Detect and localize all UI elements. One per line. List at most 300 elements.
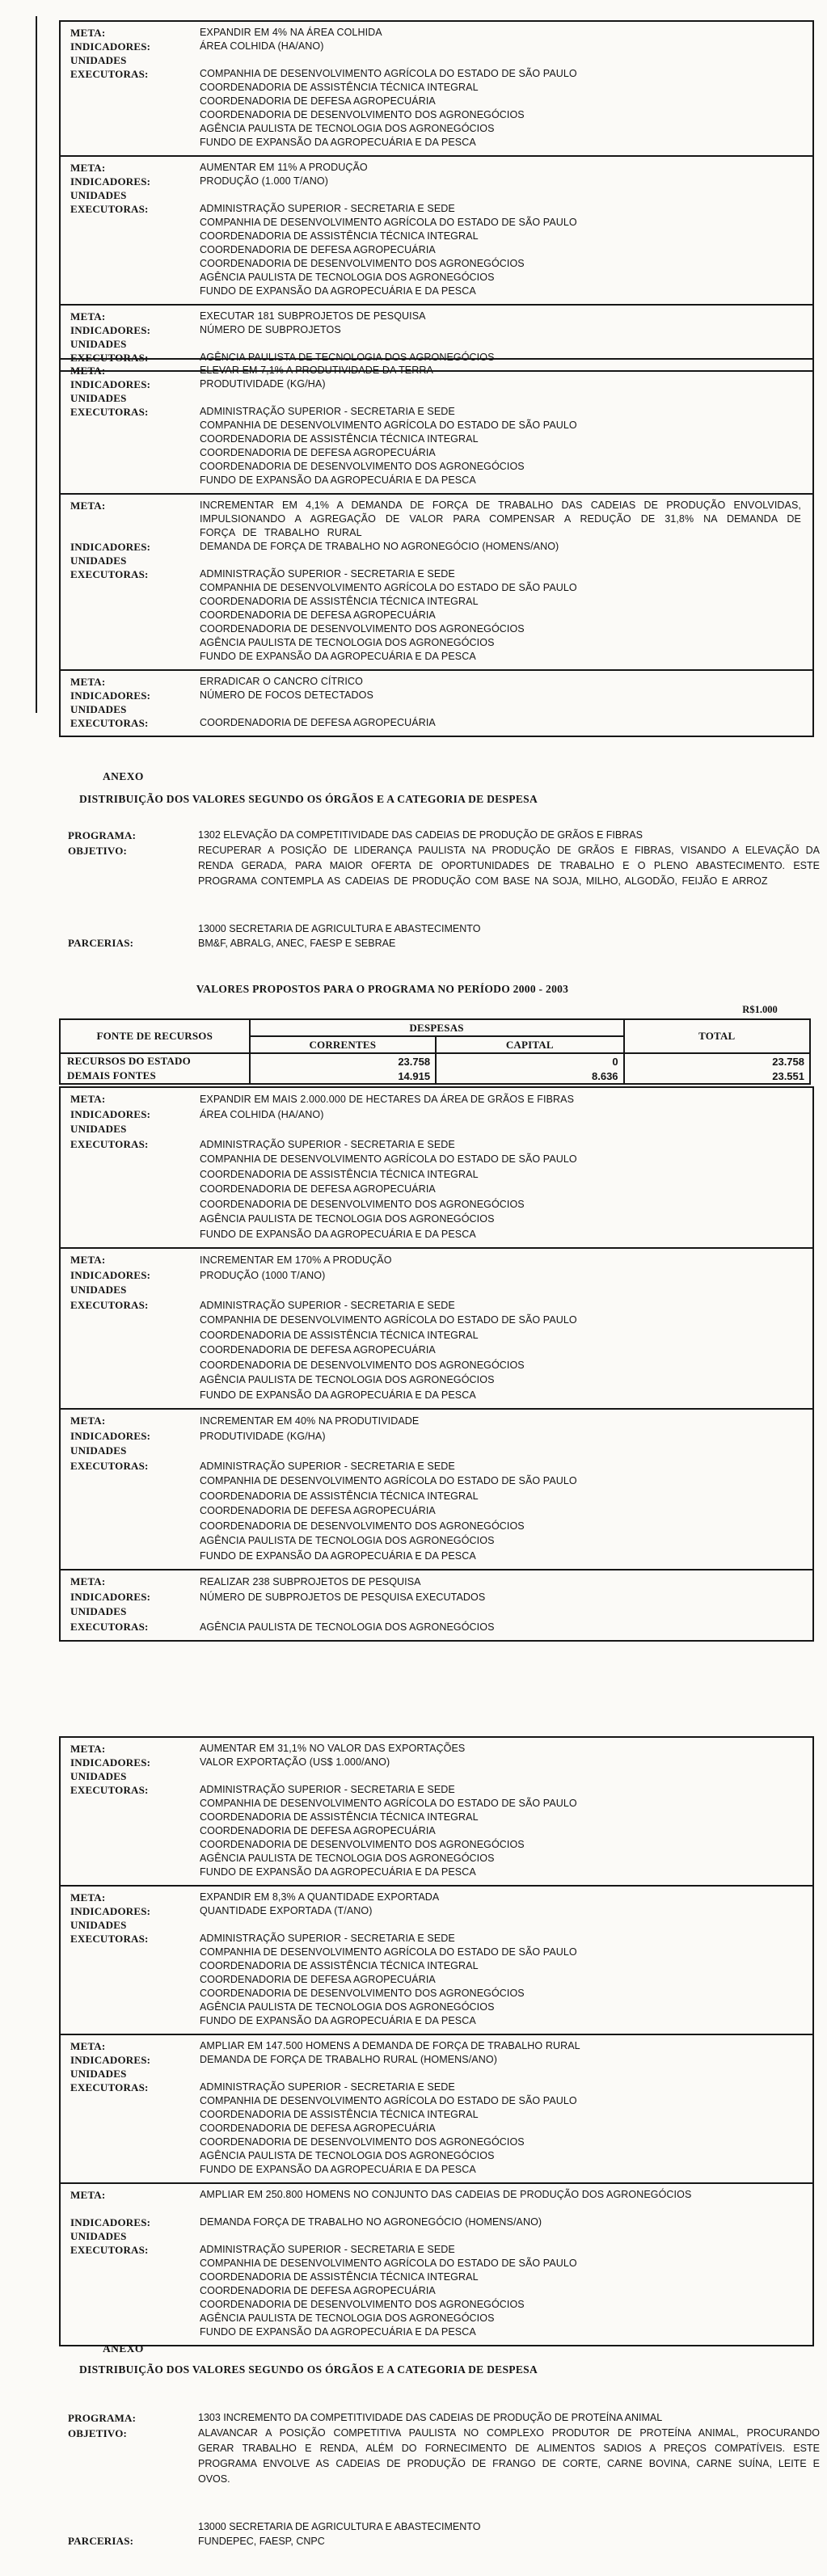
meta-table-1 (59, 20, 814, 372)
row-line (61, 650, 812, 664)
row-value: COORDENADORIA DE ASSISTÊNCIA TÉCNICA INTEGRAL (200, 1329, 479, 1341)
row-line (61, 175, 812, 188)
row-value: FUNDO DE EXPANSÃO DA AGROPECUÁRIA E DA PESCA (200, 1228, 476, 1240)
row-line (61, 2325, 812, 2339)
row-value: COMPANHIA DE DESENVOLVIMENTO AGRÍCOLA DO ESTADO DE SÃO PAULO (200, 217, 577, 228)
row-line (61, 636, 812, 650)
valores-unit: R$1.000 (742, 1004, 778, 1015)
row-value: EXPANDIR EM 4% NA ÁREA COLHIDA (200, 27, 382, 38)
row-line (61, 1137, 812, 1153)
row-line (61, 81, 812, 95)
row-line (61, 2149, 812, 2163)
parcerias-line-2: FUNDEPEC, FAESP, CNPC (198, 2536, 325, 2547)
row-label-demais-fontes: DEMAIS FONTES (60, 1069, 250, 1084)
row-line (61, 2135, 812, 2149)
row-line (61, 391, 812, 405)
row-value: COORDENADORIA DE DEFESA AGROPECUÁRIA (200, 244, 436, 255)
row-value: ÁREA COLHIDA (HA/ANO) (200, 1108, 324, 1120)
row-value: FUNDO DE EXPANSÃO DA AGROPECUÁRIA E DA PESCA (200, 2164, 476, 2175)
row-line (61, 1811, 812, 1824)
row-line (61, 1313, 812, 1328)
row-line (61, 122, 812, 136)
row-line (61, 40, 812, 53)
row-label: EXECUTORAS: (70, 717, 149, 729)
distribuicao-heading-1: DISTRIBUIÇÃO DOS VALORES SEGUNDO OS ÓRGÃOS E A CATEGORIA DE DESPESA (79, 793, 538, 805)
row-value: COORDENADORIA DE ASSISTÊNCIA TÉCNICA INTEGRAL (200, 2271, 479, 2283)
row-value: FUNDO DE EXPANSÃO DA AGROPECUÁRIA E DA PESCA (200, 1389, 476, 1401)
row-line (61, 1253, 812, 1268)
row-line (61, 2122, 812, 2135)
row-line (61, 2284, 812, 2298)
row-line (61, 554, 812, 567)
row-line (61, 1489, 812, 1504)
row-line (61, 1549, 812, 1564)
parcerias-label: PARCERIAS: (68, 2535, 134, 2547)
row-value: COORDENADORIA DE ASSISTÊNCIA TÉCNICA INTEGRAL (200, 1811, 479, 1823)
row-label: META: (70, 2040, 106, 2052)
row-line (61, 26, 812, 40)
row-value: ADMINISTRAÇÃO SUPERIOR - SECRETARIA E SEDE (200, 568, 455, 580)
row-line (61, 1372, 812, 1388)
meta-row (61, 1088, 812, 1247)
row-line (61, 1987, 812, 2001)
row-label: UNIDADES (70, 1605, 127, 1617)
row-value: COORDENADORIA DE DEFESA AGROPECUÁRIA (200, 95, 436, 107)
row-label: UNIDADES (70, 2068, 127, 2080)
row-value: COORDENADORIA DE DESENVOLVIMENTO DOS AGRONEGÓCIOS (200, 1520, 525, 1532)
row-value: COORDENADORIA DE DESENVOLVIMENTO DOS AGRONEGÓCIOS (200, 109, 525, 120)
row-value: COORDENADORIA DE DEFESA AGROPECUÁRIA (200, 2123, 436, 2134)
row-value: COMPANHIA DE DESENVOLVIMENTO AGRÍCOLA DO ESTADO DE SÃO PAULO (200, 1946, 577, 1958)
anexo-heading-2: ANEXO (103, 2342, 144, 2355)
programa-line (68, 828, 820, 843)
row-line (61, 405, 812, 419)
row-line (61, 716, 812, 730)
row-value: INCREMENTAR EM 170% A PRODUÇÃO (200, 1254, 392, 1266)
row-label: META: (70, 27, 106, 39)
row-label: EXECUTORAS: (70, 2244, 149, 2256)
row-value: NÚMERO DE FOCOS DETECTADOS (200, 689, 373, 701)
header-fonte-de-recursos: FONTE DE RECURSOS (60, 1019, 250, 1053)
row-label: META: (70, 500, 106, 512)
row-label: EXECUTORAS: (70, 1137, 149, 1150)
row-line (61, 202, 812, 216)
parcerias-line-1: 13000 SECRETARIA DE AGRICULTURA E ABASTECIMENTO (198, 2521, 481, 2532)
row-label: INDICADORES: (70, 1756, 151, 1769)
valores-table (59, 1018, 811, 1085)
row-label: EXECUTORAS: (70, 1620, 149, 1633)
row-value: COORDENADORIA DE DEFESA AGROPECUÁRIA (200, 717, 436, 728)
row-value: FUNDO DE EXPANSÃO DA AGROPECUÁRIA E DA PESCA (200, 1866, 476, 1878)
row-line (61, 2243, 812, 2257)
row-label: INDICADORES: (70, 40, 151, 53)
row-line (61, 609, 812, 622)
row-line (61, 1167, 812, 1183)
row-value: COMPANHIA DE DESENVOLVIMENTO AGRÍCOLA DO ESTADO DE SÃO PAULO (200, 582, 577, 593)
row-value: COMPANHIA DE DESENVOLVIMENTO AGRÍCOLA DO ESTADO DE SÃO PAULO (200, 2095, 577, 2106)
program-section-2 (68, 2410, 820, 2549)
row-line (61, 285, 812, 298)
row-line (61, 675, 812, 689)
row-value: COORDENADORIA DE DESENVOLVIMENTO DOS AGRONEGÓCIOS (200, 461, 525, 472)
row-value: NÚMERO DE SUBPROJETOS DE PESQUISA EXECUTADOS (200, 1591, 486, 1603)
meta-table-2 (59, 358, 814, 737)
row-label: META: (70, 1254, 106, 1266)
row-line (61, 2053, 812, 2067)
recursos-correntes-value: 23.758 (250, 1053, 437, 1069)
row-label: META: (70, 1575, 106, 1587)
row-value: AGÊNCIA PAULISTA DE TECNOLOGIA DOS AGRONEGÓCIOS (200, 1621, 495, 1633)
row-value: ADMINISTRAÇÃO SUPERIOR - SECRETARIA E SEDE (200, 203, 455, 214)
meta-row (61, 1885, 812, 2034)
row-line (61, 1414, 812, 1429)
row-value: ELEVAR EM 7,1% A PRODUTIVIDADE DA TERRA (200, 365, 433, 376)
row-value: COORDENADORIA DE DEFESA AGROPECUÁRIA (200, 609, 436, 621)
row-value: COORDENADORIA DE DEFESA AGROPECUÁRIA (200, 1183, 436, 1195)
row-value: COORDENADORIA DE DESENVOLVIMENTO DOS AGRONEGÓCIOS (200, 2136, 525, 2148)
meta-row (61, 669, 812, 736)
row-line (61, 1298, 812, 1313)
row-line (61, 567, 812, 581)
row-label: META: (70, 1414, 106, 1427)
programa-value: 1303 INCREMENTO DA COMPETITIVIDADE DAS CADEIAS DE PRODUÇÃO DE PROTEÍNA ANIMAL (198, 2412, 663, 2423)
row-value: AUMENTAR EM 31,1% NO VALOR DAS EXPORTAÇÕES (200, 1743, 466, 1754)
row-line (61, 622, 812, 636)
row-value: AMPLIAR EM 250.800 HOMENS NO CONJUNTO DAS CADEIAS DE PRODUÇÃO DOS AGRONEGÓCIOS (200, 2189, 692, 2200)
row-value: COMPANHIA DE DESENVOLVIMENTO AGRÍCOLA DO ESTADO DE SÃO PAULO (200, 1314, 577, 1326)
row-line (61, 1092, 812, 1107)
row-value: FUNDO DE EXPANSÃO DA AGROPECUÁRIA E DA PESCA (200, 137, 476, 148)
row-line (61, 337, 812, 351)
row-label: UNIDADES (70, 1444, 127, 1457)
row-value: COORDENADORIA DE ASSISTÊNCIA TÉCNICA INTEGRAL (200, 596, 479, 607)
row-label: UNIDADES (70, 1770, 127, 1782)
row-value: COORDENADORIA DE DESENVOLVIMENTO DOS AGRONEGÓCIOS (200, 1988, 525, 1999)
row-value: COORDENADORIA DE DESENVOLVIMENTO DOS AGRONEGÓCIOS (200, 2299, 525, 2310)
meta-row (61, 1408, 812, 1569)
parcerias-label: PARCERIAS: (68, 937, 134, 949)
row-label: EXECUTORAS: (70, 68, 149, 80)
row-value: VALOR EXPORTAÇÃO (US$ 1.000/ANO) (200, 1756, 390, 1768)
row-line (61, 1852, 812, 1866)
row-value: COORDENADORIA DE ASSISTÊNCIA TÉCNICA INTEGRAL (200, 1960, 479, 1971)
row-line (61, 1904, 812, 1918)
row-line (61, 1122, 812, 1137)
row-label: EXECUTORAS: (70, 1459, 149, 1472)
row-value: ADMINISTRAÇÃO SUPERIOR - SECRETARIA E SEDE (200, 2244, 455, 2255)
row-label: INDICADORES: (70, 1268, 151, 1281)
row-line (61, 2163, 812, 2177)
row-value: FUNDO DE EXPANSÃO DA AGROPECUÁRIA E DA PESCA (200, 2326, 476, 2338)
row-line (61, 67, 812, 81)
row-line (61, 1197, 812, 1212)
row-line (61, 216, 812, 230)
row-line (61, 364, 812, 377)
header-correntes: CORRENTES (250, 1036, 437, 1053)
row-value: AGÊNCIA PAULISTA DE TECNOLOGIA DOS AGRONEGÓCIOS (200, 123, 495, 134)
row-value: EXPANDIR EM MAIS 2.000.000 DE HECTARES DA ÁREA DE GRÃOS E FIBRAS (200, 1094, 575, 1105)
row-value: INCREMENTAR EM 4,1% A DEMANDA DE FORÇA DE TRABALHO DAS CADEIAS DE PRODUÇÃO ENVOLVIDAS, IMPULSIONANDO A AGREGAÇÃO DE VALOR PARA COMPENSAR A REDUÇÃO DE 31,8% NA DEMANDA DE FORÇA DE TRABALHO RURAL (200, 500, 801, 538)
row-line (61, 1838, 812, 1852)
meta-row (61, 155, 812, 304)
row-line (61, 1783, 812, 1797)
row-line (61, 230, 812, 243)
row-value: DEMANDA FORÇA DE TRABALHO NO AGRONEGÓCIO (HOMENS/ANO) (200, 2216, 542, 2228)
row-line (61, 257, 812, 271)
demais-correntes-value: 14.915 (250, 1069, 437, 1084)
row-value: ÁREA COLHIDA (HA/ANO) (200, 40, 324, 52)
row-value: AGÊNCIA PAULISTA DE TECNOLOGIA DOS AGRONEGÓCIOS (200, 1535, 495, 1546)
row-line (61, 1932, 812, 1946)
meta-row (61, 493, 812, 669)
row-value: COMPANHIA DE DESENVOLVIMENTO AGRÍCOLA DO ESTADO DE SÃO PAULO (200, 2258, 577, 2269)
objetivo-line (68, 2426, 820, 2487)
row-label: UNIDADES (70, 703, 127, 715)
row-value: DEMANDA DE FORÇA DE TRABALHO RURAL (HOMENS/ANO) (200, 2054, 497, 2065)
row-value: ADMINISTRAÇÃO SUPERIOR - SECRETARIA E SEDE (200, 1138, 455, 1150)
header-despesas: DESPESAS (250, 1019, 624, 1036)
row-value: AGÊNCIA PAULISTA DE TECNOLOGIA DOS AGRONEGÓCIOS (200, 352, 495, 363)
objetivo-text: ALAVANCAR A POSIÇÃO COMPETITIVA PAULISTA NO COMPLEXO PRODUTOR DE PROTEÍNA ANIMAL, PROCURANDO GERAR TRABALHO E RENDA, ALÉM DO FORNECIMENTO DE ALIMENTOS SADIOS A PREÇOS COMPATÍVEIS. ESTE PROGRAMA ENVOLVE AS CADEIAS DE PRODUÇÃO DE FRANGO DE CORTE, CARNE BOVINA, CARNE SUÍNA, LEITE E OVOS. (198, 2427, 820, 2485)
row-line (61, 432, 812, 446)
distribuicao-heading-2: DISTRIBUIÇÃO DOS VALORES SEGUNDO OS ÓRGÃOS E A CATEGORIA DE DESPESA (79, 2363, 538, 2376)
row-line (61, 2108, 812, 2122)
demais-capital-value: 8.636 (436, 1069, 623, 1084)
recursos-total-value: 23.758 (624, 1053, 810, 1069)
anexo-heading-1: ANEXO (103, 770, 144, 782)
row-value: COMPANHIA DE DESENVOLVIMENTO AGRÍCOLA DO ESTADO DE SÃO PAULO (200, 1475, 577, 1486)
row-line (61, 108, 812, 122)
row-line (61, 1973, 812, 1987)
row-line (61, 1797, 812, 1811)
row-label: META: (70, 1743, 106, 1755)
row-value: COORDENADORIA DE DEFESA AGROPECUÁRIA (200, 2285, 436, 2296)
row-line (61, 1268, 812, 1284)
row-value: FUNDO DE EXPANSÃO DA AGROPECUÁRIA E DA PESCA (200, 474, 476, 486)
row-line (61, 1604, 812, 1620)
programa-line (68, 2410, 820, 2426)
row-value: ADMINISTRAÇÃO SUPERIOR - SECRETARIA E SEDE (200, 406, 455, 417)
row-label: UNIDADES (70, 554, 127, 567)
row-label: UNIDADES (70, 1123, 127, 1135)
row-line (61, 1474, 812, 1489)
meta-table-4 (59, 1736, 814, 2346)
row-label: INDICADORES: (70, 324, 151, 336)
row-label: UNIDADES (70, 392, 127, 404)
row-line (61, 188, 812, 202)
row-line (61, 2202, 812, 2216)
row-line (61, 460, 812, 474)
row-value: AGÊNCIA PAULISTA DE TECNOLOGIA DOS AGRONEGÓCIOS (200, 1853, 495, 1864)
row-line (61, 1533, 812, 1549)
row-line (61, 2312, 812, 2325)
objetivo-text: RECUPERAR A POSIÇÃO DE LIDERANÇA PAULISTA NA PRODUÇÃO DE GRÃOS E FIBRAS, VISANDO A ELEVAÇÃO DA RENDA GERADA, PARA MAIOR OFERTA DE OPORTUNIDADES DE TRABALHO E O PLENO ABASTECIMENTO. ESTE PROGRAMA CONTEMPLA AS CADEIAS DE PRODUÇÃO COM BASE NA SOJA, MILHO, ALGODÃO, FEIJÃO E ARROZ (198, 845, 820, 887)
parcerias-block (68, 921, 820, 951)
row-value: COMPANHIA DE DESENVOLVIMENTO AGRÍCOLA DO ESTADO DE SÃO PAULO (200, 68, 577, 79)
row-value: NÚMERO DE SUBPROJETOS (200, 324, 341, 335)
row-line (61, 1891, 812, 1904)
programa-value: 1302 ELEVAÇÃO DA COMPETITIVIDADE DAS CADEIAS DE PRODUÇÃO DE GRÃOS E FIBRAS (198, 829, 643, 841)
row-line (61, 1212, 812, 1227)
row-line (61, 2081, 812, 2094)
row-value: ADMINISTRAÇÃO SUPERIOR - SECRETARIA E SEDE (200, 1299, 455, 1311)
row-value: AGÊNCIA PAULISTA DE TECNOLOGIA DOS AGRONEGÓCIOS (200, 2312, 495, 2324)
row-value: AUMENTAR EM 11% A PRODUÇÃO (200, 162, 368, 173)
valores-title: VALORES PROPOSTOS PARA O PROGRAMA NO PERÍODO 2000 - 2003 (196, 983, 569, 995)
row-value: AGÊNCIA PAULISTA DE TECNOLOGIA DOS AGRONEGÓCIOS (200, 1213, 495, 1225)
row-line (61, 1756, 812, 1769)
row-line (61, 1107, 812, 1123)
row-value: ADMINISTRAÇÃO SUPERIOR - SECRETARIA E SEDE (200, 1460, 455, 1472)
objetivo-line (68, 843, 820, 889)
row-line (61, 323, 812, 337)
row-line (61, 2270, 812, 2284)
row-label: INDICADORES: (70, 1590, 151, 1603)
row-line (61, 474, 812, 487)
row-line (61, 310, 812, 323)
row-value: EXECUTAR 181 SUBPROJETOS DE PESQUISA (200, 310, 426, 322)
row-value: COORDENADORIA DE DEFESA AGROPECUÁRIA (200, 1505, 436, 1516)
row-label: INDICADORES: (70, 1107, 151, 1120)
row-label: INDICADORES: (70, 378, 151, 390)
row-label: INDICADORES: (70, 175, 151, 188)
row-label: META: (70, 162, 106, 174)
row-value: COORDENADORIA DE DEFESA AGROPECUÁRIA (200, 1344, 436, 1355)
row-value: FUNDO DE EXPANSÃO DA AGROPECUÁRIA E DA PESCA (200, 1549, 476, 1562)
row-line (61, 2188, 812, 2202)
table-row (60, 1053, 810, 1069)
row-value: INCREMENTAR EM 40% NA PRODUTIVIDADE (200, 1415, 420, 1427)
row-label: EXECUTORAS: (70, 1784, 149, 1796)
row-line (61, 136, 812, 150)
row-value: FUNDO DE EXPANSÃO DA AGROPECUÁRIA E DA PESCA (200, 651, 476, 662)
row-label: META: (70, 1093, 106, 1105)
row-value: FUNDO DE EXPANSÃO DA AGROPECUÁRIA E DA PESCA (200, 285, 476, 297)
row-line (61, 243, 812, 257)
row-line (61, 540, 812, 554)
row-label-recursos-do-estado: RECURSOS DO ESTADO (60, 1053, 250, 1069)
row-label: EXECUTORAS: (70, 2081, 149, 2093)
row-value: COORDENADORIA DE ASSISTÊNCIA TÉCNICA INTEGRAL (200, 433, 479, 445)
row-line (61, 95, 812, 108)
row-value: AMPLIAR EM 147.500 HOMENS A DEMANDA DE FORÇA DE TRABALHO RURAL (200, 2040, 580, 2051)
row-line (61, 1769, 812, 1783)
row-line (61, 271, 812, 285)
row-line (61, 2014, 812, 2028)
row-value: COORDENADORIA DE ASSISTÊNCIA TÉCNICA INTEGRAL (200, 82, 479, 93)
row-label: INDICADORES: (70, 541, 151, 553)
row-line (61, 1459, 812, 1474)
row-value: COORDENADORIA DE DESENVOLVIMENTO DOS AGRONEGÓCIOS (200, 1198, 525, 1210)
objetivo-label: OBJETIVO: (68, 845, 128, 857)
row-line (61, 53, 812, 67)
row-value: COORDENADORIA DE DESENVOLVIMENTO DOS AGRONEGÓCIOS (200, 623, 525, 635)
row-label: UNIDADES (70, 189, 127, 201)
meta-row (61, 2182, 812, 2345)
row-value: DEMANDA DE FORÇA DE TRABALHO NO AGRONEGÓCIO (HOMENS/ANO) (200, 541, 559, 552)
row-value: COORDENADORIA DE ASSISTÊNCIA TÉCNICA INTEGRAL (200, 1168, 479, 1180)
row-value: COORDENADORIA DE DEFESA AGROPECUÁRIA (200, 1825, 436, 1836)
row-line (61, 2257, 812, 2270)
row-value: COORDENADORIA DE ASSISTÊNCIA TÉCNICA INTEGRAL (200, 230, 479, 242)
row-line (61, 1429, 812, 1444)
programa-label: PROGRAMA: (68, 829, 137, 841)
row-value: AGÊNCIA PAULISTA DE TECNOLOGIA DOS AGRONEGÓCIOS (200, 272, 495, 283)
row-value: EXPANDIR EM 8,3% A QUANTIDADE EXPORTADA (200, 1891, 440, 1903)
parcerias-block (68, 2519, 820, 2549)
row-line (61, 2094, 812, 2108)
row-line (61, 1959, 812, 1973)
row-line (61, 1503, 812, 1519)
row-label: EXECUTORAS: (70, 406, 149, 418)
row-label: UNIDADES (70, 1919, 127, 1931)
row-value: REALIZAR 238 SUBPROJETOS DE PESQUISA (200, 1576, 421, 1587)
row-line (61, 1742, 812, 1756)
row-label: UNIDADES (70, 2230, 127, 2242)
row-label: INDICADORES: (70, 1429, 151, 1442)
parcerias-line-1: 13000 SECRETARIA DE AGRICULTURA E ABASTECIMENTO (198, 923, 481, 934)
row-label: INDICADORES: (70, 2216, 151, 2228)
row-value: COMPANHIA DE DESENVOLVIMENTO AGRÍCOLA DO ESTADO DE SÃO PAULO (200, 419, 577, 431)
row-value: PRODUTIVIDADE (KG/HA) (200, 378, 326, 390)
row-value: PRODUÇÃO (1000 T/ANO) (200, 1269, 326, 1281)
row-line (61, 1358, 812, 1373)
row-line (61, 2001, 812, 2014)
header-total: TOTAL (624, 1019, 810, 1053)
row-line (61, 2039, 812, 2053)
row-line (61, 1519, 812, 1534)
row-value: COORDENADORIA DE DEFESA AGROPECUÁRIA (200, 447, 436, 458)
recursos-capital-value: 0 (436, 1053, 623, 1069)
row-line (61, 1866, 812, 1879)
row-value: ADMINISTRAÇÃO SUPERIOR - SECRETARIA E SEDE (200, 1784, 455, 1795)
row-line (61, 1620, 812, 1635)
row-value: ADMINISTRAÇÃO SUPERIOR - SECRETARIA E SEDE (200, 1933, 455, 1944)
row-label: UNIDADES (70, 1284, 127, 1296)
row-line (61, 581, 812, 595)
row-label: INDICADORES: (70, 1905, 151, 1917)
row-value: AGÊNCIA PAULISTA DE TECNOLOGIA DOS AGRONEGÓCIOS (200, 2001, 495, 2013)
row-value: PRODUTIVIDADE (KG/HA) (200, 1430, 326, 1442)
program-section-1 (68, 828, 820, 951)
row-label: META: (70, 1891, 106, 1904)
row-line (61, 2216, 812, 2229)
objetivo-label: OBJETIVO: (68, 2427, 128, 2439)
row-line (61, 1590, 812, 1605)
row-label: EXECUTORAS: (70, 352, 149, 364)
row-value: COORDENADORIA DE DESENVOLVIMENTO DOS AGRONEGÓCIOS (200, 1839, 525, 1850)
row-line (61, 1182, 812, 1197)
row-label: INDICADORES: (70, 689, 151, 702)
row-line (61, 1343, 812, 1358)
row-line (61, 1918, 812, 1932)
row-label: EXECUTORAS: (70, 568, 149, 580)
meta-table-3 (59, 1086, 814, 1642)
meta-row (61, 1247, 812, 1408)
row-line (61, 1328, 812, 1343)
row-line (61, 1227, 812, 1242)
row-value: COORDENADORIA DE ASSISTÊNCIA TÉCNICA INTEGRAL (200, 1490, 479, 1502)
row-line (61, 1575, 812, 1590)
row-label: UNIDADES (70, 338, 127, 350)
row-line (61, 1152, 812, 1167)
row-label: META: (70, 2189, 106, 2201)
table-row (60, 1069, 810, 1084)
row-line (61, 702, 812, 716)
row-line (61, 499, 812, 540)
row-label: EXECUTORAS: (70, 203, 149, 215)
row-label: META: (70, 676, 106, 688)
